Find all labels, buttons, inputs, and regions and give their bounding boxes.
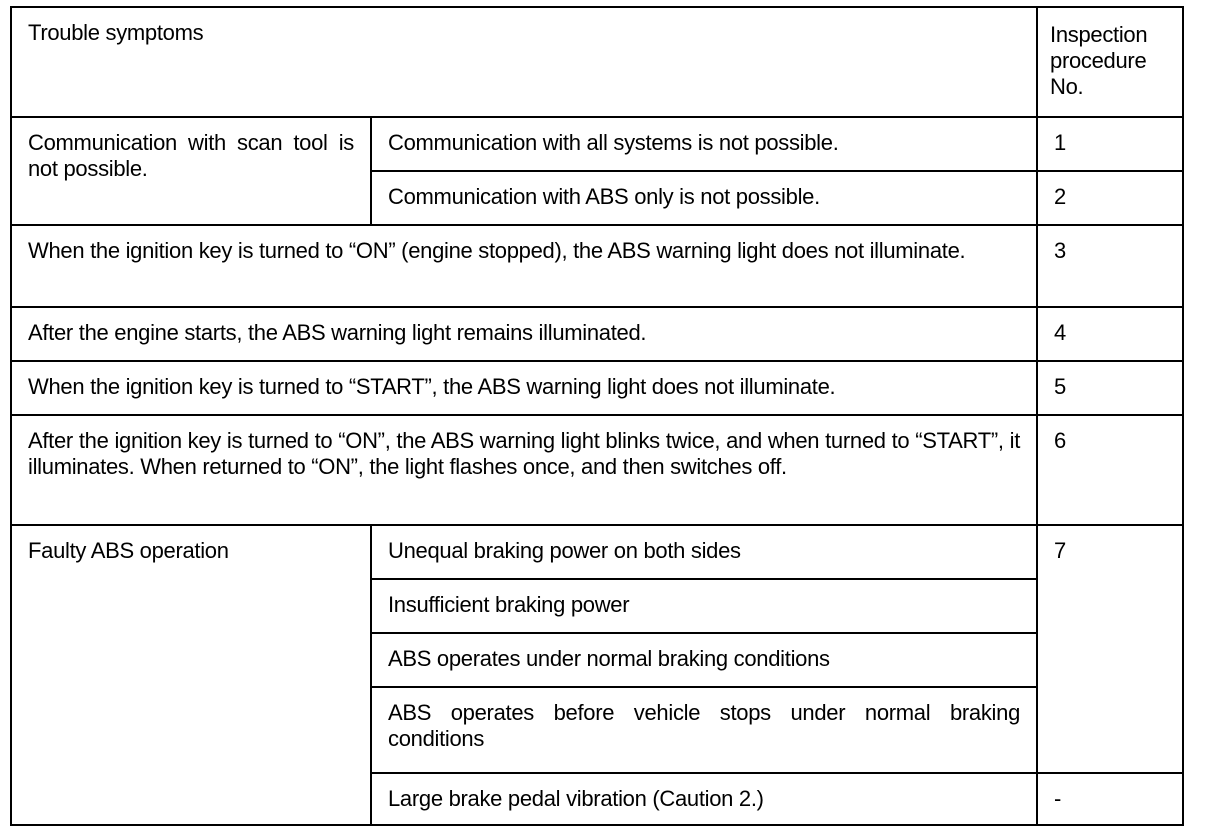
procedure-no: - — [1054, 786, 1062, 811]
header-symptoms-label: Trouble symptoms — [28, 20, 204, 45]
faulty-item-cell — [371, 525, 1037, 579]
comm-all-systems-cell — [371, 117, 1037, 171]
faulty-item-text: ABS operates under normal braking conditions — [388, 646, 830, 671]
trouble-symptom-table-page — [10, 6, 1182, 822]
vibration-cell — [371, 773, 1037, 825]
comm-group-cell — [11, 117, 371, 225]
faulty-item-text: Unequal braking power on both sides — [388, 538, 741, 563]
symptom-cell — [11, 415, 1037, 525]
comm-all-systems-text: Communication with all systems is not possible. — [388, 130, 839, 155]
procedure-no: 1 — [1054, 130, 1066, 155]
symptom-text: After the engine starts, the ABS warning light remains illuminated. — [28, 320, 647, 345]
table-row — [11, 117, 1183, 171]
procedure-no-cell — [1037, 117, 1183, 171]
procedure-no: 7 — [1054, 538, 1066, 563]
procedure-no-cell — [1037, 171, 1183, 225]
symptom-cell — [11, 307, 1037, 361]
header-procedure-cell — [1037, 7, 1183, 117]
table-row — [11, 307, 1183, 361]
table-row — [11, 525, 1183, 579]
header-symptoms-cell — [11, 7, 1037, 117]
procedure-no: 4 — [1054, 320, 1066, 345]
symptom-text: When the ignition key is turned to “ON” (engine stopped), the ABS warning light does not illuminate. — [28, 238, 966, 263]
faulty-item-cell — [371, 633, 1037, 687]
procedure-no-cell — [1037, 307, 1183, 361]
header-row — [11, 7, 1183, 117]
procedure-no-cell — [1037, 225, 1183, 307]
comm-abs-only-text: Communication with ABS only is not possible. — [388, 184, 820, 209]
comm-abs-only-cell — [371, 171, 1037, 225]
table-row — [11, 415, 1183, 525]
symptom-cell — [11, 225, 1037, 307]
procedure-no: 5 — [1054, 374, 1066, 399]
table-row — [11, 361, 1183, 415]
procedure-no-cell — [1037, 773, 1183, 825]
faulty-item-cell — [371, 687, 1037, 773]
faulty-group-cell — [11, 525, 371, 825]
symptom-cell — [11, 361, 1037, 415]
procedure-no-cell — [1037, 525, 1183, 773]
vibration-text: Large brake pedal vibration (Caution 2.) — [388, 786, 764, 811]
faulty-item-cell — [371, 579, 1037, 633]
symptom-text: After the ignition key is turned to “ON”, the ABS warning light blinks twice, and when turned to “START”, it illuminates. When returned to “ON”, the light flashes once, and then switches off. — [28, 428, 1021, 479]
procedure-no-cell — [1037, 361, 1183, 415]
symptom-text: When the ignition key is turned to “START”, the ABS warning light does not illuminate. — [28, 374, 836, 399]
comm-group-label: Communication with scan tool is not possible. — [28, 130, 354, 181]
table-row — [11, 225, 1183, 307]
header-procedure-label: Inspection procedure No. — [1050, 22, 1148, 99]
faulty-item-text: Insufficient braking power — [388, 592, 630, 617]
faulty-group-label: Faulty ABS operation — [28, 538, 229, 563]
procedure-no: 3 — [1054, 238, 1066, 263]
procedure-no-cell — [1037, 415, 1183, 525]
trouble-symptom-table — [10, 6, 1184, 826]
procedure-no: 6 — [1054, 428, 1066, 453]
procedure-no: 2 — [1054, 184, 1066, 209]
faulty-item-text: ABS operates before vehicle stops under normal braking conditions — [388, 700, 1021, 751]
